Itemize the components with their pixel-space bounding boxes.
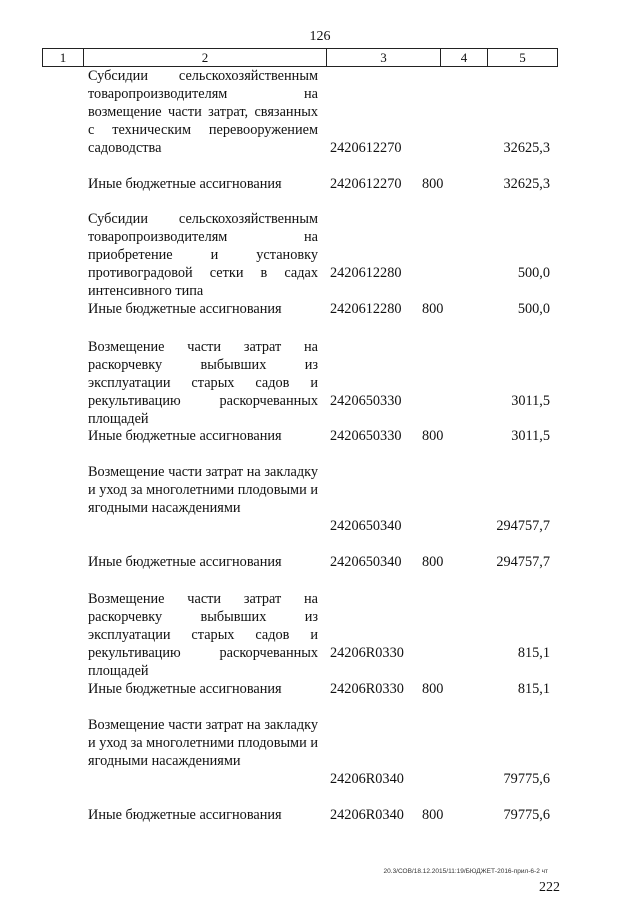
row-name: Иные бюджетные ассигнования: [88, 554, 282, 570]
row-name: Иные бюджетные ассигнования: [88, 681, 282, 697]
row-code: 2420612270: [330, 140, 402, 156]
row-amount: 3011,5: [511, 393, 550, 409]
row-code: 2420650330: [330, 428, 402, 444]
page-number-bottom: 222: [539, 880, 560, 895]
row-name: Возмещение части затрат на раскорчевку выбывших из эксплуатации старых садов и рекультивацию раскорчеванных площадей: [88, 591, 318, 679]
header-col-3: 3: [327, 49, 441, 66]
row-amount: 79775,6: [503, 771, 550, 787]
row-code: 24206R0330: [330, 681, 404, 697]
page-number-top: 126: [309, 29, 331, 44]
table-header: [42, 48, 558, 67]
row-code: 2420612280: [330, 265, 402, 281]
row-amount: 79775,6: [503, 807, 550, 823]
header-col-1: 1: [42, 49, 84, 66]
row-name: Иные бюджетные ассигнования: [88, 301, 282, 317]
row-code: 24206R0330: [330, 645, 404, 661]
row-vr: 800: [422, 428, 444, 444]
row-name: Иные бюджетные ассигнования: [88, 428, 282, 444]
row-code: 2420650340: [330, 518, 402, 534]
row-name: Иные бюджетные ассигнования: [88, 807, 282, 823]
row-amount: 500,0: [517, 265, 550, 281]
row-name: Возмещение части затрат на раскорчевку выбывших из эксплуатации старых садов и рекультивацию раскорчеванных площадей: [88, 339, 318, 427]
row-code: 2420612270: [330, 176, 402, 192]
row-amount: 815,1: [517, 681, 550, 697]
row-amount: 500,0: [517, 301, 550, 317]
row-code: 2420650330: [330, 393, 402, 409]
row-vr: 800: [422, 807, 444, 823]
row-amount: 3011,5: [511, 428, 550, 444]
row-amount: 294757,7: [496, 554, 550, 570]
header-col-4: 4: [441, 49, 488, 66]
row-amount: 294757,7: [496, 518, 550, 534]
row-code: 24206R0340: [330, 771, 404, 787]
row-code: 24206R0340: [330, 807, 404, 823]
row-amount: 32625,3: [503, 140, 550, 156]
row-name: Иные бюджетные ассигнования: [88, 176, 282, 192]
row-name: Субсидии сельскохозяйственным товаропроизводителям на возмещение части затрат, связанных с техническим перевооружением садоводства: [88, 68, 318, 156]
row-amount: 815,1: [517, 645, 550, 661]
row-vr: 800: [422, 301, 444, 317]
row-vr: 800: [422, 554, 444, 570]
row-code: 2420650340: [330, 554, 402, 570]
header-col-2: 2: [84, 49, 327, 66]
footer-note: 20.3/СОВ/18.12.2015/11:19/БЮДЖЕТ-2016-прил-6-2 чт: [383, 868, 548, 875]
row-vr: 800: [422, 176, 444, 192]
row-name: Возмещение части затрат на закладку и уход за многолетними плодовыми и ягодными насаждениями: [88, 717, 318, 769]
row-amount: 32625,3: [503, 176, 550, 192]
row-name: Возмещение части затрат на закладку и уход за многолетними плодовыми и ягодными насаждениями: [88, 464, 318, 516]
row-name: Субсидии сельскохозяйственным товаропроизводителям на приобретение и установку противоградовой сетки в садах интенсивного типа: [88, 211, 318, 299]
header-col-5: 5: [488, 49, 558, 66]
row-vr: 800: [422, 681, 444, 697]
row-code: 2420612280: [330, 301, 402, 317]
